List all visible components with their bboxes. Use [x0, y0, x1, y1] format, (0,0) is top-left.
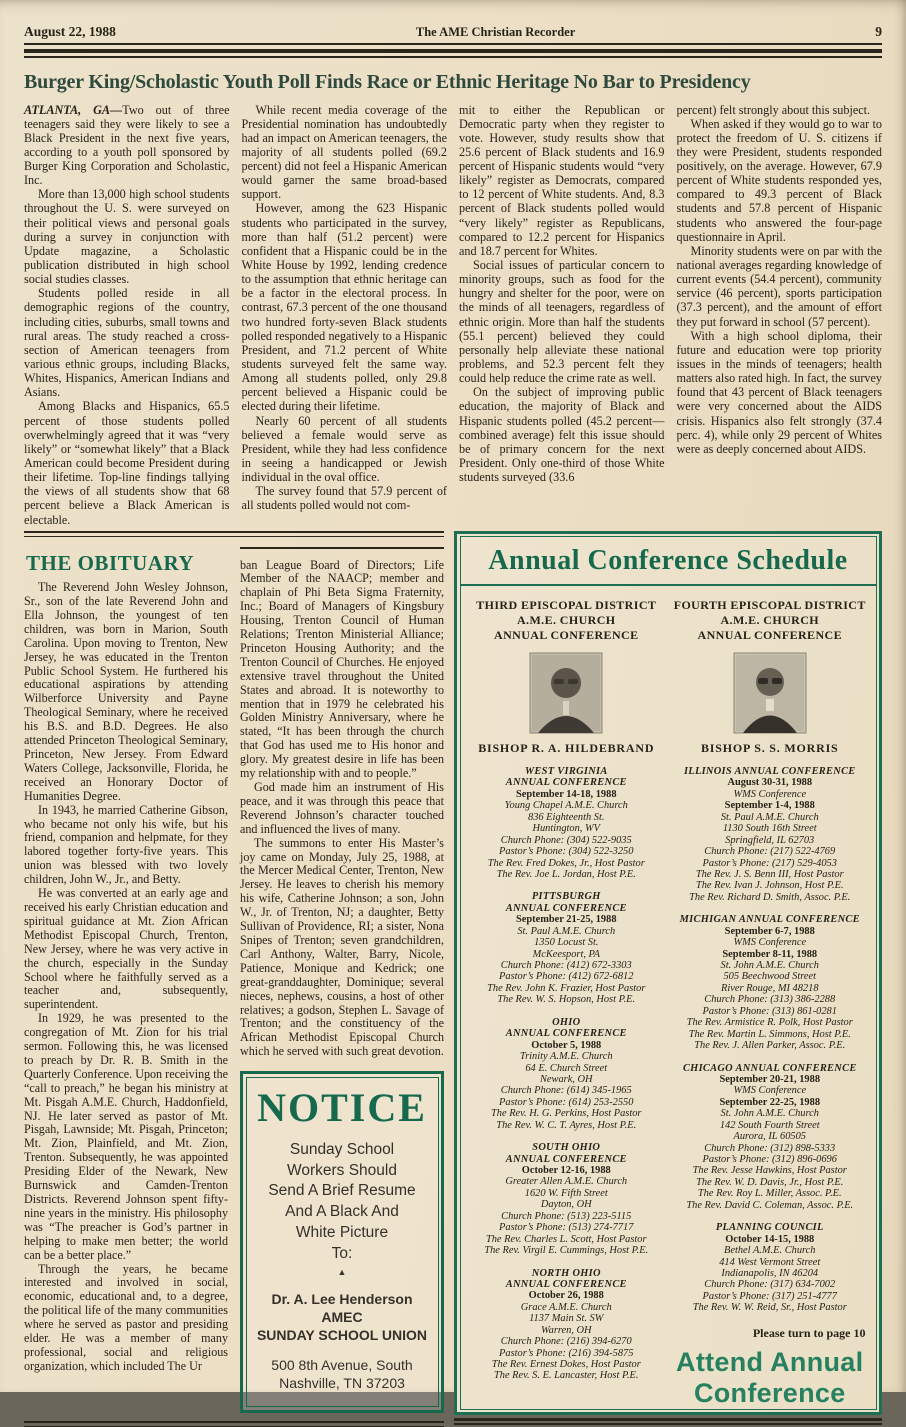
schedule-line: CHICAGO ANNUAL CONFERENCE	[682, 1062, 857, 1074]
schedule-entries-left	[469, 766, 665, 1382]
district-header-line: FOURTH EPISCOPAL DISTRICT	[673, 598, 866, 612]
schedule-line: The Rev. J. S. Benn III, Host Pastor	[695, 868, 844, 880]
conference-schedule-box	[454, 531, 882, 1416]
header-rule	[24, 43, 882, 58]
schedule-line: September 8-11, 1988	[722, 948, 818, 960]
paragraph: With a high school diploma, their future and education were top priority issues in the minds of teenagers; health matters also rated high. In fact, the survey found that 43 percent of Black teenagers were very concerned about the AIDS crisis. Hispanics also felt strongly (37.4 perc. 4), while only 29 percent of Whites were as deeply concerned about AIDS.	[676, 328, 882, 456]
schedule-line: Dayton, OH	[540, 1199, 592, 1211]
notice-line: 500 8th Avenue, South	[271, 1357, 413, 1374]
paragraph: More than 13,000 high school students throughout the U. S. were surveyed on their political views and personal goals during a survey in conjunction with Update magazine, a Scholastic publication distributed in high school social studies classes.	[24, 187, 230, 287]
schedule-line: 1350 Locust St.	[534, 937, 599, 949]
paragraph: On the subject of improving public education, the majority of Black and Hispanic students polled (45.2 percent—combined average) felt this issue should be of primary concern for the next President. Only one-third of those White students surveyed (33.6	[459, 385, 665, 485]
schedule-line: ILLINOIS ANNUAL CONFERENCE	[683, 766, 856, 777]
schedule-section	[454, 531, 882, 1408]
paragraph: The survey found that 57.9 percent of all students polled would not com-	[241, 484, 447, 513]
schedule-line: McKeesport, PA	[532, 948, 600, 960]
article-column-1	[24, 103, 230, 527]
schedule-line: The Rev. John K. Frazier, Host Pastor	[487, 982, 646, 994]
schedule-line: Warren, OH	[540, 1324, 592, 1336]
notice-box	[240, 1071, 444, 1413]
schedule-line: August 30-31, 1988	[727, 777, 813, 789]
schedule-line: September 6-7, 1988	[724, 925, 815, 937]
continuation-note: Please turn to page 10	[752, 1325, 866, 1340]
schedule-line: The Rev. J. Allen Parker, Assoc. P.E.	[694, 1040, 846, 1052]
notice-line: To:	[331, 1245, 353, 1263]
schedule-line: Pastor’s Phone: (513) 274-7717	[499, 1222, 634, 1234]
notice-line: Dr. A. Lee Henderson	[271, 1290, 413, 1307]
paragraph: percent) felt strongly about this subject.	[676, 102, 871, 117]
column-divider-rule	[240, 547, 444, 549]
schedule-line: Greater Allen A.M.E. Church	[505, 1176, 628, 1188]
schedule-line: ANNUAL CONFERENCE	[505, 1028, 627, 1040]
schedule-line: ANNUAL CONFERENCE	[505, 777, 627, 789]
schedule-line: OHIO	[552, 1016, 581, 1028]
schedule-line: Pastor’s Phone: (217) 529-4053	[702, 857, 837, 869]
schedule-line: WMS Conference	[733, 1085, 807, 1097]
paragraph: He was converted at an early age and received his early Christian education and spiritual guidance at Mt. Zion African Methodist Episcopal Church, Trenton, New Jersey, where he was very active in the church, especially in the Sunday School where he faithfully served as a teacher and, subsequently, superintendent.	[24, 886, 228, 1012]
schedule-line: WMS Conference	[733, 788, 807, 800]
schedule-line: Pastor’s Phone: (304) 522-3250	[499, 846, 634, 858]
schedule-line: The Rev. Charles L. Scott, Host Pastor	[485, 1233, 647, 1245]
paragraph: Nearly 60 percent of all students believed a female would serve as President, while they had less confidence in seeing a handicapped or Jewish individual in the oval office.	[241, 413, 447, 485]
schedule-line: WEST VIRGINIA	[524, 766, 608, 777]
district-header-line: ANNUAL CONFERENCE	[494, 628, 639, 642]
paragraph: Among Blacks and Hispanics, 65.5 percent of those students polled overwhelmingly agreed that it was “very likely” or “somewhat likely” that a Black American could become President during their lifetime. Top-line findings tallying the views of all students show that 68 percent believe a Black American is electable.	[24, 399, 230, 527]
district-header-line: THIRD EPISCOPAL DISTRICT	[476, 598, 657, 612]
bishop-morris-photo	[734, 653, 806, 733]
notice-line: AMEC	[321, 1308, 363, 1325]
schedule-line: 1130 South 16th Street	[722, 823, 817, 835]
schedule-line: Newark, OH	[539, 1073, 593, 1085]
schedule-line: The Rev. Jesse Hawkins, Host Pastor	[692, 1165, 847, 1177]
bishop-name: BISHOP S. S. MORRIS	[700, 741, 839, 755]
notice-body	[253, 1140, 432, 1393]
schedule-line: 1620 W. Fifth Street	[524, 1187, 608, 1199]
schedule-line: Church Phone: (313) 386-2288	[704, 994, 836, 1006]
notice-line: And A Black And	[285, 1203, 399, 1221]
masthead-row	[24, 24, 882, 40]
schedule-line: ANNUAL CONFERENCE	[505, 902, 627, 914]
schedule-line: ANNUAL CONFERENCE	[505, 1278, 627, 1290]
schedule-line: The Rev. S. E. Lancaster, Host P.E.	[494, 1370, 639, 1382]
schedule-line: The Rev. Martin L. Simmons, Host P.E.	[688, 1028, 851, 1040]
paragraph: While recent media coverage of the Presidential nomination has undoubtedly had an impact on American teenagers, the majority of all students polled (69.2 percent) did not feel a Hispanic American would garner the same broad-based support.	[241, 102, 447, 202]
schedule-line: NORTH OHIO	[531, 1267, 601, 1279]
schedule-line: September 22-25, 1988	[719, 1096, 821, 1108]
schedule-line: Grace A.M.E. Church	[520, 1301, 612, 1313]
paragraph: Students polled reside in all demographic regions of the country, including cities, suburbs, small towns and rural areas. The study reached a cross-section of American teenagers from various ethnic groups, including Blacks, Whites, Hispanics, American Indians and Asians.	[24, 286, 230, 400]
schedule-line: September 14-18, 1988	[515, 788, 617, 800]
poll-article	[24, 103, 882, 527]
schedule-column-fourth-district	[672, 598, 868, 1409]
notice-line: White Picture	[295, 1224, 389, 1242]
schedule-line: Church Phone: (217) 522-4769	[704, 846, 836, 858]
schedule-line: Church Phone: (412) 672-3303	[500, 960, 632, 971]
schedule-line: October 14-15, 1988	[725, 1233, 815, 1245]
schedule-line: WMS Conference	[733, 937, 807, 949]
page-number: 9	[875, 24, 882, 39]
schedule-line: The Rev. Ernest Dokes, Host Pastor	[491, 1359, 641, 1370]
obituary-column-2-paragraphs	[240, 559, 444, 1060]
obituary-section	[24, 531, 444, 1395]
conference-schedule-inner	[460, 536, 877, 1410]
district-header	[469, 598, 665, 643]
schedule-line: Pastor’s Phone: (313) 861-0281	[702, 1005, 837, 1017]
schedule-line: Pastor’s Phone: (412) 672-6812	[499, 971, 634, 983]
notice-line: Nashville, TN 37203	[279, 1375, 405, 1392]
schedule-line: 414 West Vermont Street	[719, 1256, 821, 1268]
schedule-line: October 5, 1988	[531, 1039, 602, 1051]
schedule-line: The Rev. David C. Coleman, Assoc. P.E.	[686, 1199, 854, 1211]
masthead-title: The AME Christian Recorder	[415, 25, 576, 39]
schedule-line: Pastor’s Phone: (312) 896-0696	[702, 1154, 837, 1165]
schedule-line: 142 South Fourth Street	[719, 1119, 820, 1131]
schedule-line: The Rev. Fred Dokes, Jr., Host Pastor	[487, 857, 645, 869]
paragraph: Minority students were on par with the national averages regarding knowledge of current events (54.4 percent), community service (46 percent), sports participation (37.3 percent), and the amount of effort they put forward in school (57 percent).	[676, 243, 882, 329]
schedule-line: The Rev. W. W. Reid, Sr., Host Pastor	[692, 1302, 847, 1314]
schedule-line: The Rev. Joe L. Jordan, Host P.E.	[496, 868, 636, 880]
schedule-entries-right	[672, 766, 868, 1314]
schedule-line: Church Phone: (312) 898-5333	[704, 1142, 836, 1154]
paragraph: Social issues of particular concern to minority groups, such as food for the hungry and shelter for the poor, were on the minds of all teenagers, regardless of ethnic origin. More than half the students (55.1 percent) believed they could personally help alleviate these national problems, and 52.3 percent felt they could help reduce the crime rate as well.	[459, 258, 665, 386]
schedule-line: PLANNING COUNCIL	[715, 1222, 824, 1234]
bishop-name: BISHOP R. A. HILDEBRAND	[478, 741, 655, 755]
notice-box-inner	[246, 1077, 439, 1408]
dateline: ATLANTA, GA—	[24, 102, 123, 117]
schedule-column-third-district	[469, 598, 665, 1409]
paragraph: Through the years, he became interested and involved in social, economic, educational and, to a degree, the political life of the many communities where he served as pastor and presiding elder. He was a member of many professional, social and religious organization, which included The Ur	[24, 1261, 228, 1373]
schedule-line: St. Paul A.M.E. Church	[517, 925, 616, 937]
cta-line-1: Attend Annual	[676, 1346, 864, 1377]
article-column-3	[459, 103, 665, 527]
schedule-line: St. John A.M.E. Church	[720, 960, 819, 971]
notice-title: NOTICE	[257, 1084, 427, 1130]
paragraph: The Reverend John Wesley Johnson, Sr., son of the late Reverend John and Ella Johnson, the youngest of ten children, was born in Marion, South Carolina. Upon moving to Trenton, New Jersey, he was educated in the Trenton Public School System. He furthered his educational aspirations by attending Wilberforce University and Payne Theological Seminary, where he received his B.S. and B.D. Degrees. He also attended Princeton Theological Seminary, Princeton, New Jersey. From Edward Waters College, Jacksonville, Florida, he received an Honorary Doctor of Humanities Degree.	[24, 580, 228, 803]
paragraph: The summons to enter His Master’s joy came on Monday, July 25, 1988, at the Mercer Medical Center, Trenton, New Jersey. He leaves to cherish his memory his wife, Catherine Johnson; a son, John W., Jr. of Trenton, NJ; a daughter, Betty Sullivan of Providence, RI; a sister, Nona Snipes of Trenton; seven grandchildren, Carl Anthony, Walter, Barry, Nicole, Patience, Monique and Kedrick; one great-granddaughter, Dominique; several nieces, nephews, cousins, a host of other relatives; a godson, Stephen L. Savage of Trenton; and the constituency of the African Methodist Episcopal Church which he served with such great devotion.	[240, 835, 444, 1059]
article-column-1-paragraphs	[24, 187, 230, 526]
article-column-2	[242, 103, 448, 527]
schedule-line: The Rev. Armistice R. Polk, Host Pastor	[686, 1017, 853, 1029]
article-headline: Burger King/Scholastic Youth Poll Finds Race or Ethnic Heritage No Bar to Presidency	[24, 70, 751, 93]
schedule-line: Aurora, IL 60505	[733, 1131, 806, 1143]
district-header-line: A.M.E. CHURCH	[516, 613, 616, 627]
schedule-line: The Rev. Ivan J. Johnson, Host P.E.	[695, 880, 844, 892]
schedule-line: St. Paul A.M.E. Church	[720, 811, 819, 823]
schedule-line: The Rev. W. C. T. Ayres, Host P.E.	[496, 1119, 637, 1131]
schedule-line: Church Phone: (216) 394-6270	[500, 1336, 632, 1348]
cta-line-2: Conference	[693, 1377, 846, 1408]
schedule-line: The Rev. W. S. Hopson, Host P.E.	[497, 994, 636, 1006]
schedule-line: September 20-21, 1988	[719, 1073, 821, 1085]
obituary-column-2	[240, 543, 444, 1413]
paragraph: mit to either the Republican or Democratic party when they register to vote. However, study results show that 25.6 percent of Black students and 16.9 percent of Hispanic students would “very likely” register as Democrats, compared to 12 percent of White students. And, 8.3 percent of Black students polled would “very likely” register as Republicans, compared to 12.2 percent for Hispanics and 18.7 percent for Whites.	[459, 102, 665, 258]
notice-line: ▲	[337, 1267, 347, 1278]
obituary-heading: THE OBITUARY	[26, 551, 195, 575]
schedule-line: The Rev. Roy L. Miller, Assoc. P.E.	[697, 1188, 842, 1200]
obituary-top-rule	[24, 531, 444, 538]
schedule-line: 1137 Main St. SW	[529, 1313, 604, 1325]
article-column-4	[677, 103, 883, 527]
schedule-line: Bethel A.M.E. Church	[724, 1245, 816, 1257]
schedule-line: October 26, 1988	[528, 1290, 604, 1302]
schedule-line: Young Chapel A.M.E. Church	[504, 800, 628, 812]
paragraph: In 1929, he was presented to the congregation of Mt. Zion for his trial sermon. Following this, he was licensed to preach by Dr. R. B. Smith in the Quarterly Conference. Upon receiving the “call to preach,” he began his ministry at Mt. Pisgah A.M.E. Church, Haddonfield, NJ. He later served as pastor of Mt. Pisgah, Lawnside; Mt. Pisgah, Princeton; Mt. Zion, Plainfield, and Mt. Zion, Trenton. Subsequently, he was appointed Presiding Elder of the Newark, New Burnswick and Camden-Trenton Districts. Reverend Johnson spent fifty-nine years in the ministry. His philosophy was “The preacher is God’s partner in helping to make men better; the world can be a better place.”	[24, 1011, 228, 1262]
obituary-bottom-rule	[24, 1421, 444, 1427]
schedule-line: Church Phone: (317) 634-7002	[704, 1279, 836, 1291]
obituary-column-1	[24, 543, 228, 1413]
schedule-bottom-rule	[454, 1418, 882, 1425]
schedule-line: September 21-25, 1988	[515, 914, 617, 926]
schedule-line: Springfield, IL 62703	[725, 834, 815, 846]
schedule-line: Church Phone: (614) 345-1965	[500, 1085, 632, 1097]
paragraph: However, among the 623 Hispanic students who participated in the survey, more than half (51.2 percent) were confident that a Hispanic could be in the White House by 1992, lending credence to the assumption that ethnic heritage can be a factor in the electoral process. In contrast, 67.3 percent of the one thousand two hundred forty-seven Black students polled responded negatively to a Hispanic President, and 71.2 percent of White students surveyed felt the same way. Among all students polled, only 29.8 percent believed a Hispanic could be elected during their lifetime.	[241, 201, 447, 414]
district-header-line: A.M.E. CHURCH	[720, 613, 820, 627]
paragraph: ban League Board of Directors; Life Member of the NAACP; member and chaplain of Phi Beta Sigma Fraternity, Inc.; Board of Managers of Kingsbury Housing, Trenton Council of Human Relations; Trenton Ministerial Alliance; Princeton Housing Authority; and the Trenton Council of Churches. He enjoyed extensive travel throughout the United States and abroad. It is noteworthy to mention that in 1979 he celebrated his Golden Ministry Anniversary, where he stated, “It has been through the church that God has used me to His honor and glory. My greatest desire in life has been my relationship with and to people.”	[240, 557, 444, 781]
schedule-title: Annual Conference Schedule	[461, 537, 876, 586]
schedule-line: Pastor’s Phone: (216) 394-5875	[499, 1347, 634, 1359]
lead-paragraph	[24, 103, 230, 188]
schedule-line: September 1-4, 1988	[724, 800, 815, 812]
notice-line: Workers Should	[287, 1161, 397, 1179]
paragraph: When asked if they would go to war to protect the freedom of U. S. citizens if they were President, students responded positively, on the average. However, 67.9 percent of White students responded yes, compared to 49.3 percent of Black students and 57.8 percent of Hispanic students who answered the four-page questionnaire in April.	[676, 116, 882, 244]
schedule-line: Huntington, WV	[532, 823, 601, 835]
attend-conference-cta	[672, 1347, 868, 1409]
schedule-line: October 12-16, 1988	[521, 1165, 611, 1176]
schedule-line: Church Phone: (304) 522-9035	[500, 834, 632, 846]
schedule-line: The Rev. W. D. Davis, Jr., Host P.E.	[696, 1176, 844, 1188]
schedule-line: The Rev. Richard D. Smith, Assoc. P.E.	[689, 891, 851, 903]
schedule-line: St. John A.M.E. Church	[720, 1108, 819, 1120]
schedule-line: Indianapolis, IN 46204	[721, 1267, 819, 1279]
district-header-line: ANNUAL CONFERENCE	[697, 628, 842, 642]
schedule-line: 505 Beechwood Street	[723, 971, 817, 983]
schedule-line: SOUTH OHIO	[532, 1142, 601, 1154]
schedule-line: Pastor’s Phone: (614) 253-2550	[499, 1096, 634, 1108]
schedule-line: MICHIGAN ANNUAL CONFERENCE	[679, 914, 860, 926]
bishop-hildebrand-photo	[530, 653, 602, 733]
schedule-line: PITTSBURGH	[531, 891, 601, 903]
notice-line: Sunday School	[289, 1140, 395, 1158]
bottom-section	[24, 531, 882, 1408]
schedule-line: Church Phone: (513) 223-5115	[501, 1210, 632, 1222]
paragraph: In 1943, he married Catherine Gibson, who became not only his wife, but his friend, companion and helpmate, for they labored together forty-five years. This union was blessed with two lovely children, John W., Jr., and Betty.	[24, 802, 228, 887]
district-header	[672, 598, 868, 643]
schedule-line: The Rev. H. G. Perkins, Host Pastor	[491, 1108, 642, 1120]
schedule-line: The Rev. Virgil E. Cummings, Host P.E.	[484, 1245, 649, 1257]
obituary-column-1-paragraphs	[24, 581, 228, 1374]
schedule-line: Pastor’s Phone: (317) 251-4777	[702, 1290, 837, 1302]
notice-line: SUNDAY SCHOOL UNION	[256, 1326, 428, 1343]
schedule-line: ANNUAL CONFERENCE	[505, 1153, 627, 1165]
schedule-columns	[461, 586, 876, 1409]
schedule-line: Trinity A.M.E. Church	[519, 1051, 613, 1063]
schedule-line: 64 E. Church Street	[525, 1062, 608, 1074]
schedule-line: 836 Eighteenth St.	[528, 811, 605, 823]
paragraph: God made him an instrument of His peace, and it was through this peace that Reverend Johnson’s character touched and influenced the lives of many.	[240, 780, 444, 836]
obituary-columns	[24, 543, 444, 1413]
lead-text: Two out of three teenagers said they were likely to see a Black President in the next five years, according to a youth poll sponsored by Burger King Corporation and Scholastic, Inc.	[24, 102, 230, 188]
issue-date: August 22, 1988	[24, 24, 116, 39]
schedule-line: River Rouge, MI 48218	[720, 982, 819, 994]
notice-line: Send A Brief Resume	[268, 1182, 416, 1200]
